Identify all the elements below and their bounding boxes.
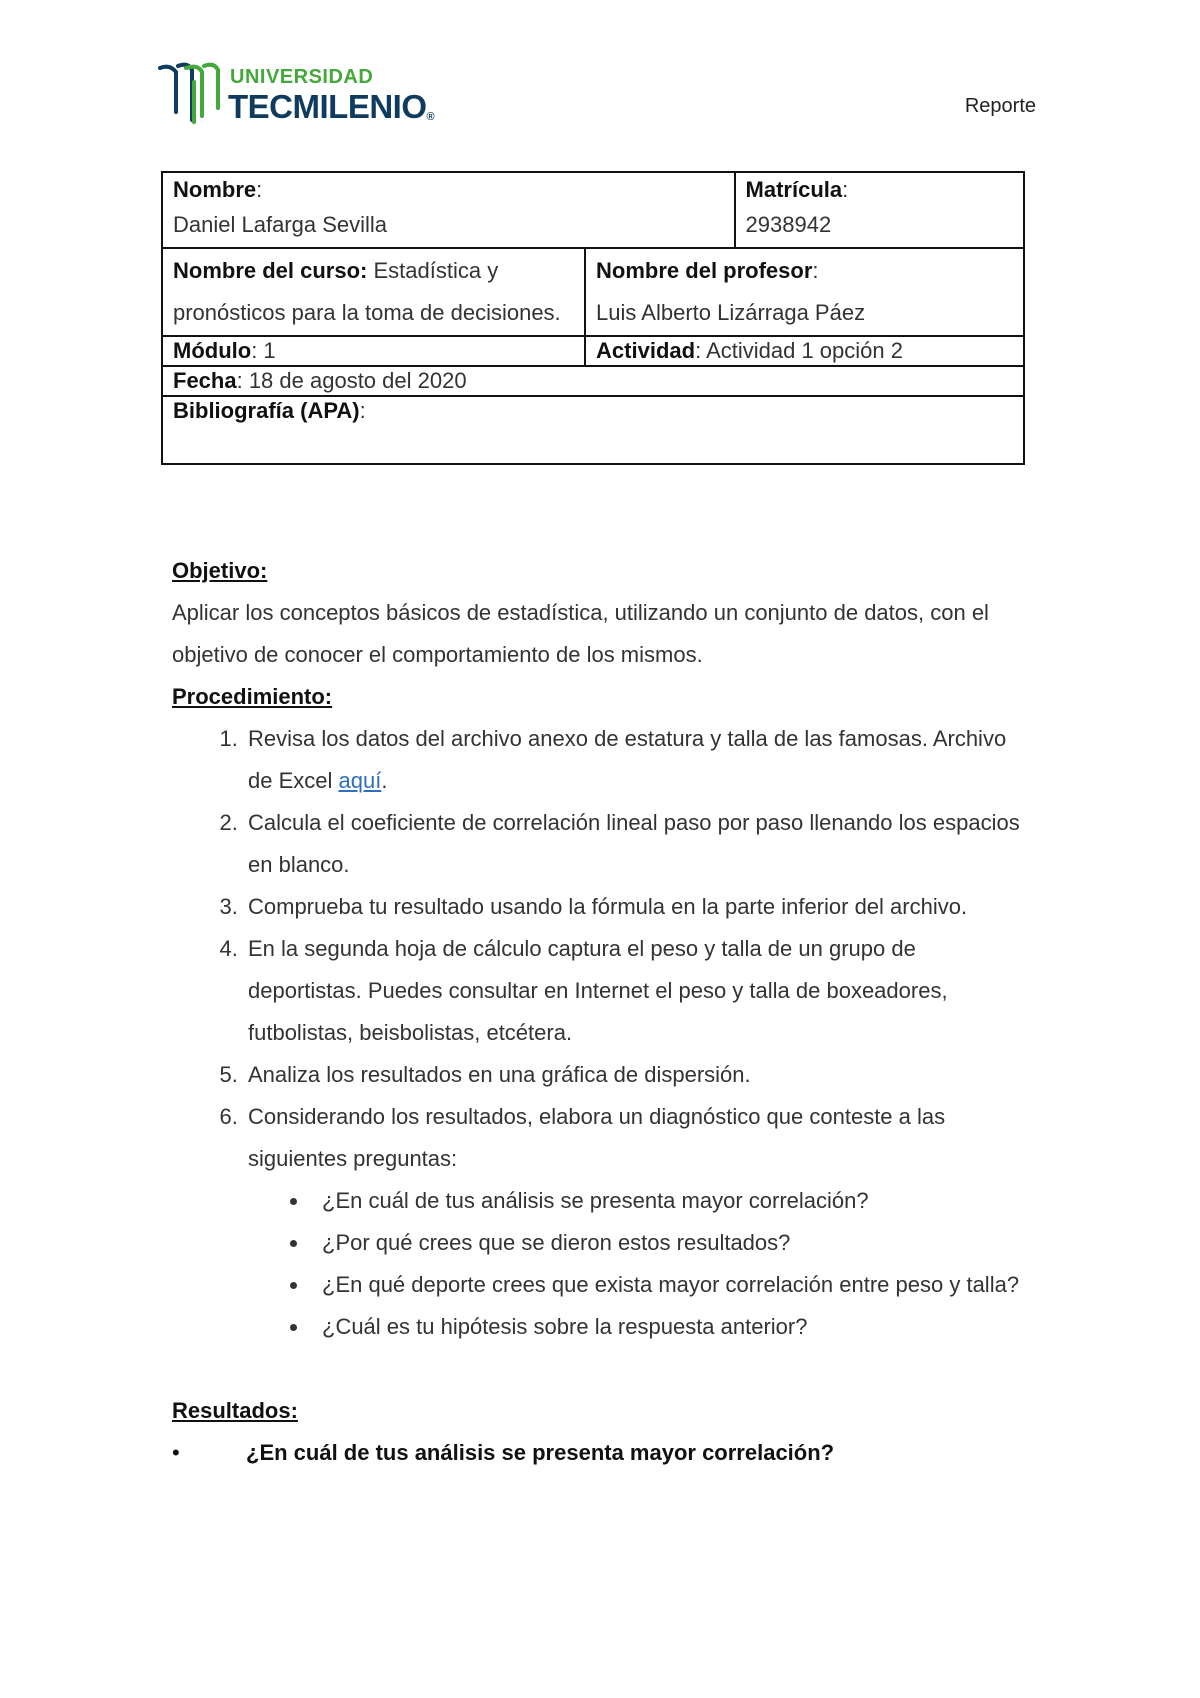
curso-value: Estadística y pronósticos para la toma de decisiones.: [173, 258, 561, 325]
student-info-table: [161, 171, 1025, 465]
info-row-date: [162, 366, 1024, 396]
info-row-bibliography: [162, 396, 1024, 464]
profesor-label: Nombre del profesor: [596, 258, 813, 283]
modulo-value: : 1: [251, 338, 276, 363]
modulo-cell: [162, 336, 585, 366]
result-question-text: ¿En cuál de tus análisis se presenta mayor correlación?: [246, 1440, 835, 1465]
info-row-course: [162, 248, 1024, 336]
objetivo-text: Aplicar los conceptos básicos de estadística, utilizando un conjunto de datos, con el objetivo de conocer el comportamiento de los mismos.: [172, 600, 989, 667]
university-logo: [158, 62, 458, 124]
matricula-cell: [735, 172, 1024, 248]
procedure-steps-list: [172, 718, 1032, 1348]
bibliografia-cell: [162, 396, 1024, 464]
step-6: [244, 1096, 1032, 1348]
nombre-label: Nombre: [173, 177, 257, 202]
step-4: 4. En la segunda hoja de cálculo captura el peso y talla de un grupo de deportistas. Puedes consultar en Internet el peso y talla de boxeadores, futbolistas, beisbolistas, etcétera.: [244, 928, 1032, 1054]
question-item: • ¿En qué deporte crees que exista mayor correlación entre peso y talla?: [310, 1264, 1032, 1306]
logo-university-text: UNIVERSIDAD: [230, 66, 374, 88]
logo-brand-name: TECMILENIO: [228, 88, 427, 125]
questions-list: [248, 1180, 1032, 1348]
step-3: 3. Comprueba tu resultado usando la fórmula en la parte inferior del archivo.: [244, 886, 1032, 928]
bibliografia-label: Bibliografía (APA): [173, 398, 360, 423]
spacer: [172, 1348, 1032, 1390]
modulo-label: Módulo: [173, 338, 252, 363]
procedimiento-heading: Procedimiento:: [172, 684, 333, 709]
fecha-label: Fecha: [173, 368, 237, 393]
colon: :: [842, 177, 849, 202]
matricula-label: Matrícula: [745, 177, 843, 202]
bullet: •: [172, 1440, 180, 1465]
fecha-value: : 18 de agosto del 2020: [236, 368, 467, 393]
report-body: [172, 550, 1032, 1474]
matricula-value: 2938942: [745, 212, 832, 237]
tecmilenio-logo-icon: [158, 62, 228, 124]
actividad-cell: [585, 336, 1024, 366]
nombre-cell: [162, 172, 735, 248]
registered-mark: ®: [426, 111, 435, 123]
step-5: 5. Analiza los resultados en una gráfica de dispersión.: [244, 1054, 1032, 1096]
profesor-value: Luis Alberto Lizárraga Páez: [596, 300, 866, 325]
document-type-label: Reporte: [964, 95, 1036, 117]
actividad-label: Actividad: [596, 338, 696, 363]
logo-tecmilenio-text: [228, 88, 434, 126]
question-item: • ¿En cuál de tus análisis se presenta mayor correlación?: [310, 1180, 1032, 1222]
step-2: 2. Calcula el coeficiente de correlación lineal paso por paso llenando los espacios en blanco.: [244, 802, 1032, 886]
resultados-heading: Resultados:: [172, 1398, 298, 1423]
info-row-name: [162, 172, 1024, 248]
fecha-cell: [162, 366, 1024, 396]
step-1-end: .: [381, 768, 388, 793]
nombre-value: Daniel Lafarga Sevilla: [173, 212, 388, 237]
question-item: • ¿Por qué crees que se dieron estos resultados?: [310, 1222, 1032, 1264]
colon: :: [256, 177, 263, 202]
info-row-module: [162, 336, 1024, 366]
excel-file-link[interactable]: aquí: [338, 768, 382, 793]
step-1: [244, 718, 1032, 802]
objetivo-heading: Objetivo:: [172, 558, 268, 583]
step-1-text: Revisa los datos del archivo anexo de estatura y talla de las famosas. Archivo de Excel: [248, 726, 1007, 793]
colon: :: [359, 398, 366, 423]
result-question: [172, 1432, 1032, 1474]
colon: :: [812, 258, 819, 283]
actividad-value: : Actividad 1 opción 2: [695, 338, 903, 363]
profesor-cell: [585, 248, 1024, 336]
curso-cell: [162, 248, 585, 336]
question-item: • ¿Cuál es tu hipótesis sobre la respuesta anterior?: [310, 1306, 1032, 1348]
curso-label: Nombre del curso:: [173, 258, 368, 283]
step-6-text: Considerando los resultados, elabora un diagnóstico que conteste a las siguientes preguntas:: [248, 1104, 946, 1171]
